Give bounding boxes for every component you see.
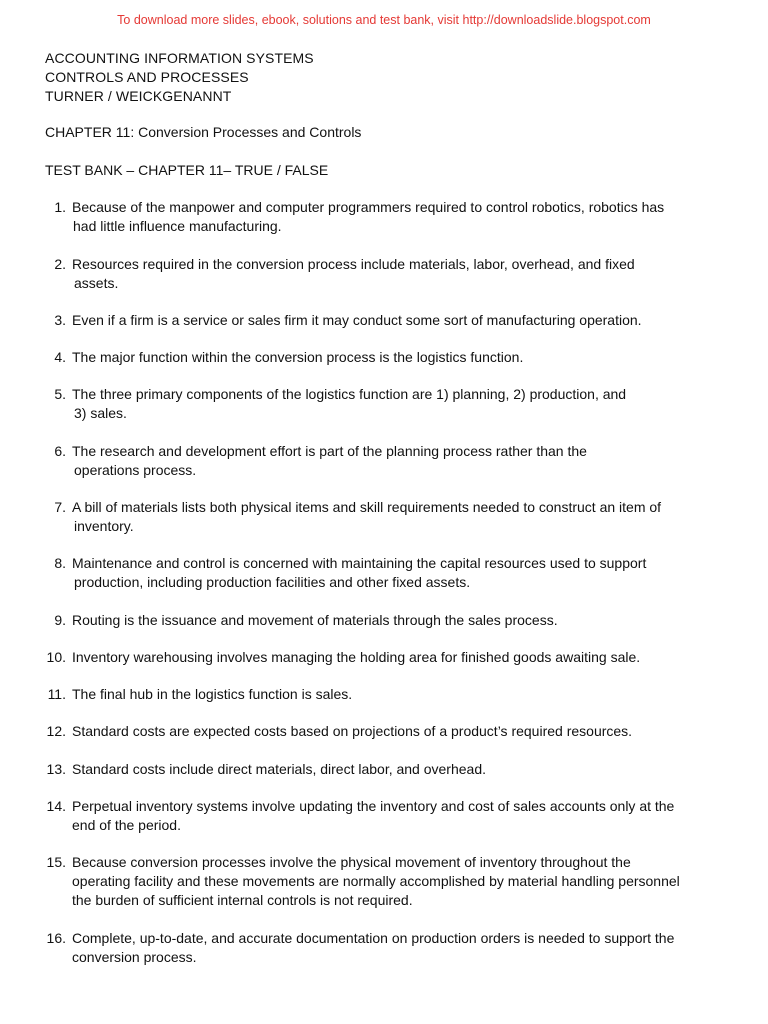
- question-line: Because conversion processes involve the physical movement of inventory throughout the: [72, 854, 631, 870]
- question-text: [72, 929, 732, 967]
- question-text: [72, 255, 732, 293]
- question-text: [72, 442, 732, 480]
- question-line: Even if a firm is a service or sales firm it may conduct some sort of manufacturing operation.: [72, 312, 642, 328]
- question-continuation-line: the burden of sufficient internal controls is not required.: [72, 892, 413, 908]
- question-continuation-line: production, including production facilities and other fixed assets.: [74, 574, 471, 590]
- question-continuation-line: conversion process.: [72, 949, 197, 965]
- question-text: [72, 198, 732, 236]
- question-line: Complete, up-to-date, and accurate documentation on production orders is needed to support the: [72, 930, 675, 946]
- question-line: The major function within the conversion process is the logistics function.: [72, 349, 524, 365]
- question-text: [72, 498, 732, 536]
- question-line: Standard costs are expected costs based on projections of a product’s required resources.: [72, 723, 633, 739]
- question-number: 2.: [54, 256, 66, 272]
- question-continuation-line: operations process.: [74, 462, 197, 478]
- section-title: TEST BANK – CHAPTER 11– TRUE / FALSE: [45, 162, 329, 178]
- question-number: 12.: [46, 723, 66, 739]
- chapter-title: CHAPTER 11: Conversion Processes and Controls: [45, 124, 362, 140]
- question-text: [72, 385, 732, 423]
- question-text: [72, 853, 732, 910]
- question-number: 8.: [54, 555, 66, 571]
- question-continuation-line: assets.: [74, 275, 119, 291]
- question-continuation-line: end of the period.: [72, 817, 181, 833]
- question-text: [72, 311, 732, 330]
- book-subtitle: CONTROLS AND PROCESSES: [45, 69, 249, 85]
- question-continuation-line: had little influence manufacturing.: [73, 218, 282, 234]
- question-line: Routing is the issuance and movement of materials through the sales process.: [72, 612, 558, 628]
- question-text: [72, 611, 732, 630]
- question-number: 10.: [46, 649, 66, 665]
- question-line: The research and development effort is part of the planning process rather than the: [72, 443, 587, 459]
- question-number: 6.: [54, 443, 66, 459]
- question-text: [72, 685, 732, 704]
- question-number: 11.: [47, 686, 66, 702]
- question-number: 9.: [54, 612, 66, 628]
- question-continuation-line: 3) sales.: [74, 405, 127, 421]
- question-line: Maintenance and control is concerned with maintaining the capital resources used to support: [72, 555, 647, 571]
- question-text: [72, 554, 732, 592]
- question-text: [72, 797, 732, 835]
- book-authors: TURNER / WEICKGENANNT: [45, 88, 232, 104]
- question-text: [72, 760, 732, 779]
- question-text: [72, 648, 732, 667]
- question-line: Resources required in the conversion process include materials, labor, overhead, and fixed: [72, 256, 635, 272]
- download-banner: To download more slides, ebook, solutions and test bank, visit http://downloadslide.blogspot.com: [117, 13, 651, 27]
- question-line: Because of the manpower and computer programmers required to control robotics, robotics has: [72, 199, 665, 215]
- question-line: Perpetual inventory systems involve updating the inventory and cost of sales accounts only at the: [72, 798, 675, 814]
- question-line: A bill of materials lists both physical items and skill requirements needed to construct an item of: [72, 499, 662, 515]
- question-text: [72, 722, 732, 741]
- question-number: 14.: [46, 798, 66, 814]
- question-number: 7.: [54, 499, 66, 515]
- question-number: 13.: [46, 761, 66, 777]
- question-number: 15.: [46, 854, 66, 870]
- question-line: The three primary components of the logistics function are 1) planning, 2) production, and: [72, 386, 627, 402]
- question-line: The final hub in the logistics function is sales.: [72, 686, 353, 702]
- question-continuation-line: operating facility and these movements are normally accomplished by material handling personnel: [72, 873, 680, 889]
- book-title: ACCOUNTING INFORMATION SYSTEMS: [45, 50, 314, 66]
- question-line: Standard costs include direct materials, direct labor, and overhead.: [72, 761, 487, 777]
- question-number: 5.: [54, 386, 66, 402]
- question-line: Inventory warehousing involves managing the holding area for finished goods awaiting sale.: [72, 649, 641, 665]
- question-text: [72, 348, 732, 367]
- question-number: 1.: [54, 199, 66, 215]
- question-continuation-line: inventory.: [74, 518, 134, 534]
- question-number: 3.: [54, 312, 66, 328]
- question-number: 4.: [54, 349, 66, 365]
- question-number: 16.: [46, 930, 66, 946]
